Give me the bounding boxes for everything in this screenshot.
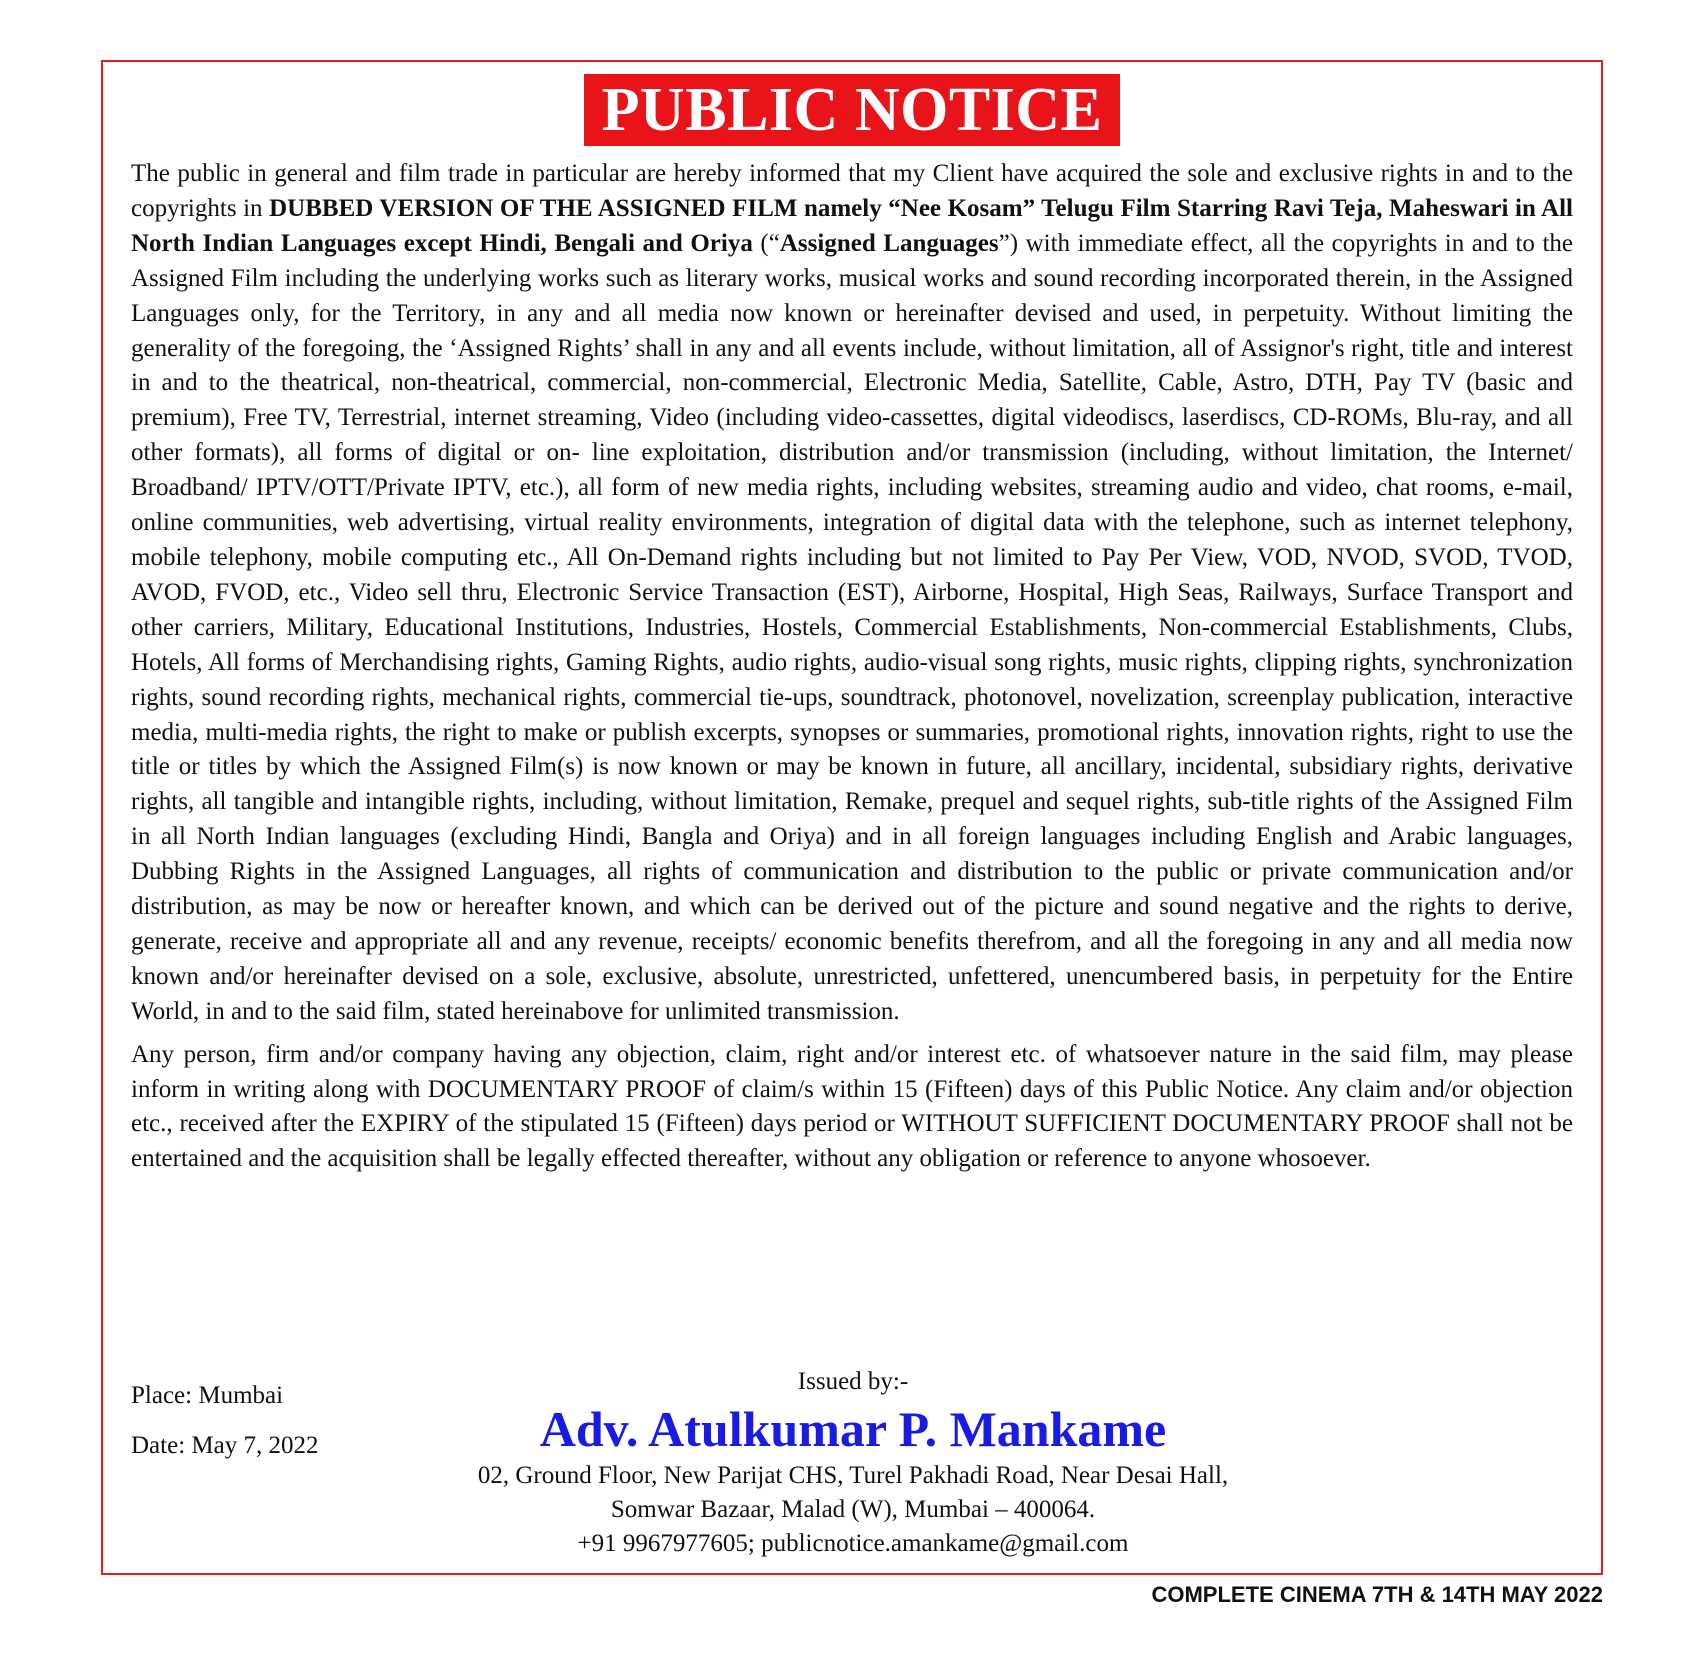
publication-credit: COMPLETE CINEMA 7TH & 14TH MAY 2022 [1151,1582,1603,1607]
place-line: Place: Mumbai [131,1382,284,1409]
paragraph-rights-assigned-bold: Assigned Languages [779,229,999,257]
paragraph-rights-film-bold: DUBBED VERSION OF THE ASSIGNED FILM namely “Nee Kosam” Telugu Film Starring Ravi Teja, Maheswari in All North Indian Languages except Hindi, Bengali and Oriya [131,194,1573,257]
paragraph-rights-rest: ”) with immediate effect, all the copyrights in and to the Assigned Film including the underlying works such as literary works, musical works and sound recording incorporated therein, in the Assigned Languages only, for the Territory, in any and all media now known or hereinafter devised and used, in perpetuity. Without limiting the generality of the foregoing, the ‘Assigned Rights’ shall in any and all events include, without limitation, all of Assignor's right, title and interest in and to the theatrical, non-theatrical, commercial, non-commercial, Electronic Media, Satellite, Cable, Astro, DTH, Pay TV (basic and premium), Free TV, Terrestrial, internet streaming, Video (including video-cassettes, digital videodiscs, laserdiscs, CD-ROMs, Blu-ray, and all other formats), all forms of digital or on- line exploitation, distribution and/or transmission (including, without limitation, the Internet/ Broadband/ IPTV/OTT/Private IPTV, etc.), all form of new media rights, including websites, streaming audio and video, chat rooms, e-mail, online communities, web advertising, virtual reality environments, integration of digital data with the telephone, such as internet telephony, mobile telephony, mobile computing etc., All On-Demand rights including but not limited to Pay Per View, VOD, NVOD, SVOD, TVOD, AVOD, FVOD, etc., Video sell thru, Electronic Service Transaction (EST), Airborne, Hospital, High Seas, Railways, Surface Transport and other carriers, Military, Educational Institutions, Industries, Hostels, Commercial Establishments, Non-commercial Establishments, Clubs, Hotels, All forms of Merchandising rights, Gaming Rights, audio rights, audio-visual song rights, music rights, clipping rights, synchronization rights, sound recording rights, mechanical rights, commercial tie-ups, soundtrack, photonovel, novelization, screenplay publication, interactive media, multi-media rights, the right to make or publish excerpts, synopses or summaries, promotional rights, innovation rights, right to use the title or titles by which the Assigned Film(s) is now known or may be known in future, all ancillary, incidental, subsidiary rights, derivative rights, all tangible and intangible rights, including, without limitation, Remake, prequel and sequel rights, sub-title rights of the Assigned Film in all North Indian languages (excluding Hindi, Bangla and Oriya) and in all foreign languages including English and Arabic languages, Dubbing Rights in the Assigned Languages, all rights of communication and distribution to the public or private communication and/or distribution, as may be now or hereafter known, and which can be derived out of the picture and sound negative and the rights to derive, generate, receive and appropriate all and any revenue, receipts/ economic benefits therefrom, and all the foregoing in any and all media now known and/or hereinafter devised on a sole, exclusive, absolute, unrestricted, unfettered, unencumbered basis, in perpetuity for the Entire World, in and to the said film, stated hereinabove for unlimited transmission. [131,229,1574,1025]
paragraph-rights [131,157,1573,1030]
address-line-2: Somwar Bazaar, Malad (W), Mumbai – 400064. [610,1496,1096,1523]
paragraph-objection: Any person, firm and/or company having any objection, claim, right and/or interest etc. of whatsoever nature in the said film, may please inform in writing along with DOCUMENTARY PROOF of claim/s within 15 (Fifteen) days of this Public Notice. Any claim and/or objection etc., received after the EXPIRY of the stipulated 15 (Fifteen) days period or WITHOUT SUFFICIENT DOCUMENTARY PROOF shall not be entertained and the acquisition shall be legally effected thereafter, without any obligation or reference to anyone whosoever. [131,1040,1573,1173]
contact-line: +91 9967977605; publicnotice.amankame@gmail.com [577,1530,1129,1557]
address-line-1: 02, Ground Floor, New Parijat CHS, Turel Pakhadi Road, Near Desai Hall, [477,1462,1229,1489]
issued-by-label: Issued by:- [797,1368,909,1395]
date-line: Date: May 7, 2022 [131,1432,319,1459]
notice-title: PUBLIC NOTICE [584,74,1121,146]
title-wrap [103,74,1601,146]
paragraph-rights-intro: The public in general and film trade in particular are hereby informed that my Client have acquired the sole and exclusive rights in and to the copyrights in [131,160,1573,222]
paragraph-rights-paren: (“ [752,229,780,257]
notice-body [131,157,1573,1177]
notice-frame [101,60,1603,1575]
issuer-name: Adv. Atulkumar P. Mankame [539,1401,1167,1457]
